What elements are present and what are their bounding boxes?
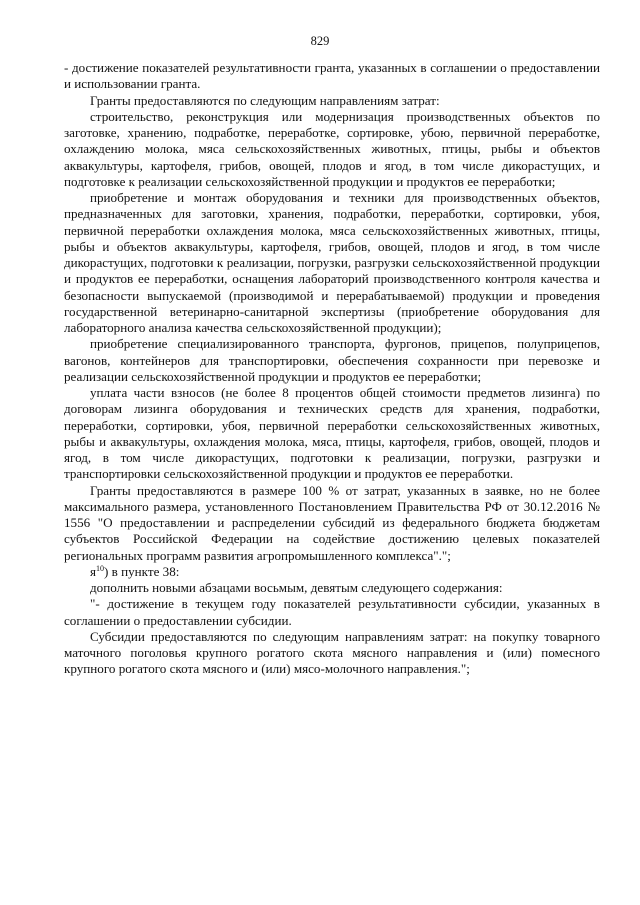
paragraph-subsidy-indicators: "- достижение в текущем году показателей результативности субсидии, указанных в соглашении о предоставлении субсидии.: [64, 596, 600, 628]
item-rest: ) в пункте 38:: [104, 563, 180, 579]
paragraph-leasing: уплата части взносов (не более 8 процентов общей стоимости предметов лизинга) по договорам лизинга оборудования и технических средств для хранения, подработки, переработки, сортировки, убоя, первичной переработки сельскохозяйственных животных, рыбы и аквакультуры, охлаждения молока, мяса, птицы, картофеля, грибов, овощей, плодов и ягод, в том числе дикорастущих, подготовки к реализации, погрузки, разгрузки и транспортировки сельскохозяйственной продукции и продуктов ее переработки.: [64, 385, 600, 482]
paragraph-grant-indicators: - достижение показателей результативности гранта, указанных в соглашении о предоставлении и использовании гранта.: [64, 60, 600, 92]
paragraph-item-ya: [64, 564, 600, 580]
item-superscript: 10: [96, 563, 105, 573]
paragraph-subsidy-directions: Субсидии предоставляются по следующим направлениям затрат: на покупку товарного маточного поголовья крупного рогатого скота мясного направления и (или) помесного крупного рогатого скота мясного и (или) мясо-молочного направления.";: [64, 628, 600, 677]
paragraph-grant-directions: Гранты предоставляются по следующим направлениям затрат:: [90, 92, 440, 108]
paragraph-construction: строительство, реконструкция или модернизация производственных объектов по заготовке, хранению, подработке, переработке, сортировке, убою, первичной переработке, охлаждению молока, мяса сельскохозяйственных животных, птицы, рыбы и объектов аквакультуры, картофеля, грибов, овощей, плодов и ягод, в том числе дикорастущих, и подготовке к реализации сельскохозяйственной продукции и продуктов ее переработки;: [64, 108, 600, 189]
paragraph-add-paragraphs: дополнить новыми абзацами восьмым, девятым следующего содержания:: [90, 580, 503, 595]
paragraph-grant-amount: Гранты предоставляются в размере 100 % от затрат, указанных в заявке, но не более максимального размера, установленного Постановлением Правительства РФ от 30.12.2016 № 1556 "О предоставлении и распределении субсидий из федерального бюджета бюджетам субъектов Российской Федерации на содействие достижению целевых показателей региональных программ развития агропромышленного комплекса".";: [64, 482, 600, 563]
item-letter: я: [90, 563, 97, 579]
paragraph-transport: приобретение специализированного транспорта, фургонов, прицепов, полуприцепов, вагонов, контейнеров для транспортировки, обеспечения сохранности при перевозке и реализации сельскохозяйственной продукции и продуктов ее переработки;: [64, 336, 600, 384]
paragraph-equipment: приобретение и монтаж оборудования и техники для производственных объектов, предназначенных для заготовки, хранения, подработки, переработки, сортировки, убоя, первичной переработки охлаждения молока, мяса сельскохозяйственных животных, птицы, рыбы и объектов аквакультуры, картофеля, грибов, овощей, плодов и ягод, в том числе дикорастущих, подготовки к реализации, погрузки, разгрузки сельскохозяйственной продукции и продуктов ее переработки, оснащения лабораторий производственного контроля качества и безопасности выпускаемой (производимой и перерабатываемой) продукции и проведения государственной ветеринарно-санитарной экспертизы (приобретение оборудования для лабораторного анализа качества сельскохозяйственной продукции);: [64, 190, 600, 335]
page-number: 829: [310, 34, 330, 48]
document-body: [64, 60, 600, 678]
